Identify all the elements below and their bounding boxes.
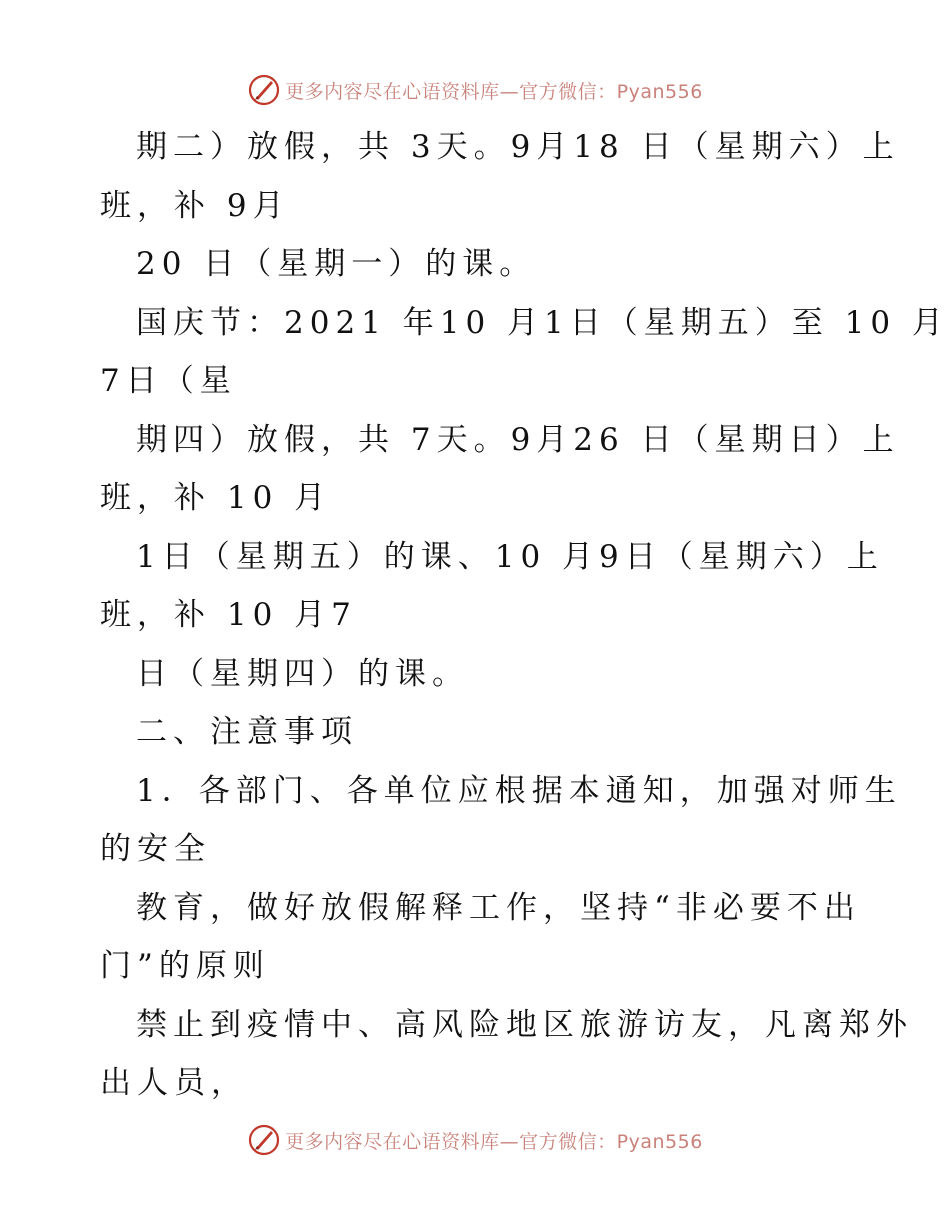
document-line: 班，补 10 月7	[100, 597, 357, 633]
quill-pen-logo-icon	[247, 1123, 281, 1157]
document-line: 班，补 10 月	[100, 480, 332, 516]
document-line: 期二）放假，共 3天。9月18 日（星期六）上	[136, 129, 900, 165]
document-body	[100, 118, 949, 1113]
section-heading: 二、注意事项	[136, 714, 358, 750]
document-line: 期四）放假，共 7天。9月26 日（星期日）上	[136, 421, 900, 458]
header-banner	[0, 70, 950, 110]
document-line: 国庆节：2021 年10 月1日（星期五）至 10 月	[136, 304, 949, 341]
footer-banner	[0, 1120, 950, 1160]
document-line: 1．各部门、各单位应根据本通知，加强对师生	[136, 772, 902, 809]
footer-banner-text: 更多内容尽在心语资料库—官方微信：Pyan556	[285, 1130, 703, 1153]
document-line: 日（星期四）的课。	[136, 655, 469, 692]
header-banner-text: 更多内容尽在心语资料库—官方微信：Pyan556	[285, 80, 703, 103]
document-line: 出人员，	[100, 1065, 248, 1101]
document-line: 1日（星期五）的课、10 月9日（星期六）上	[136, 538, 884, 575]
document-line: 班，补 9月	[100, 187, 290, 224]
document-line: 禁止到疫情中、高风险地区旅游访友，凡离郑外	[136, 1006, 913, 1043]
document-line: 7日（星	[100, 363, 237, 399]
document-line: 门”的原则	[100, 948, 270, 984]
quill-pen-logo-icon	[247, 73, 281, 107]
document-line: 的安全	[100, 831, 211, 867]
document-line: 教育，做好放假解释工作，坚持“非必要不出	[136, 889, 861, 926]
document-line: 20 日（星期一）的课。	[136, 246, 537, 282]
